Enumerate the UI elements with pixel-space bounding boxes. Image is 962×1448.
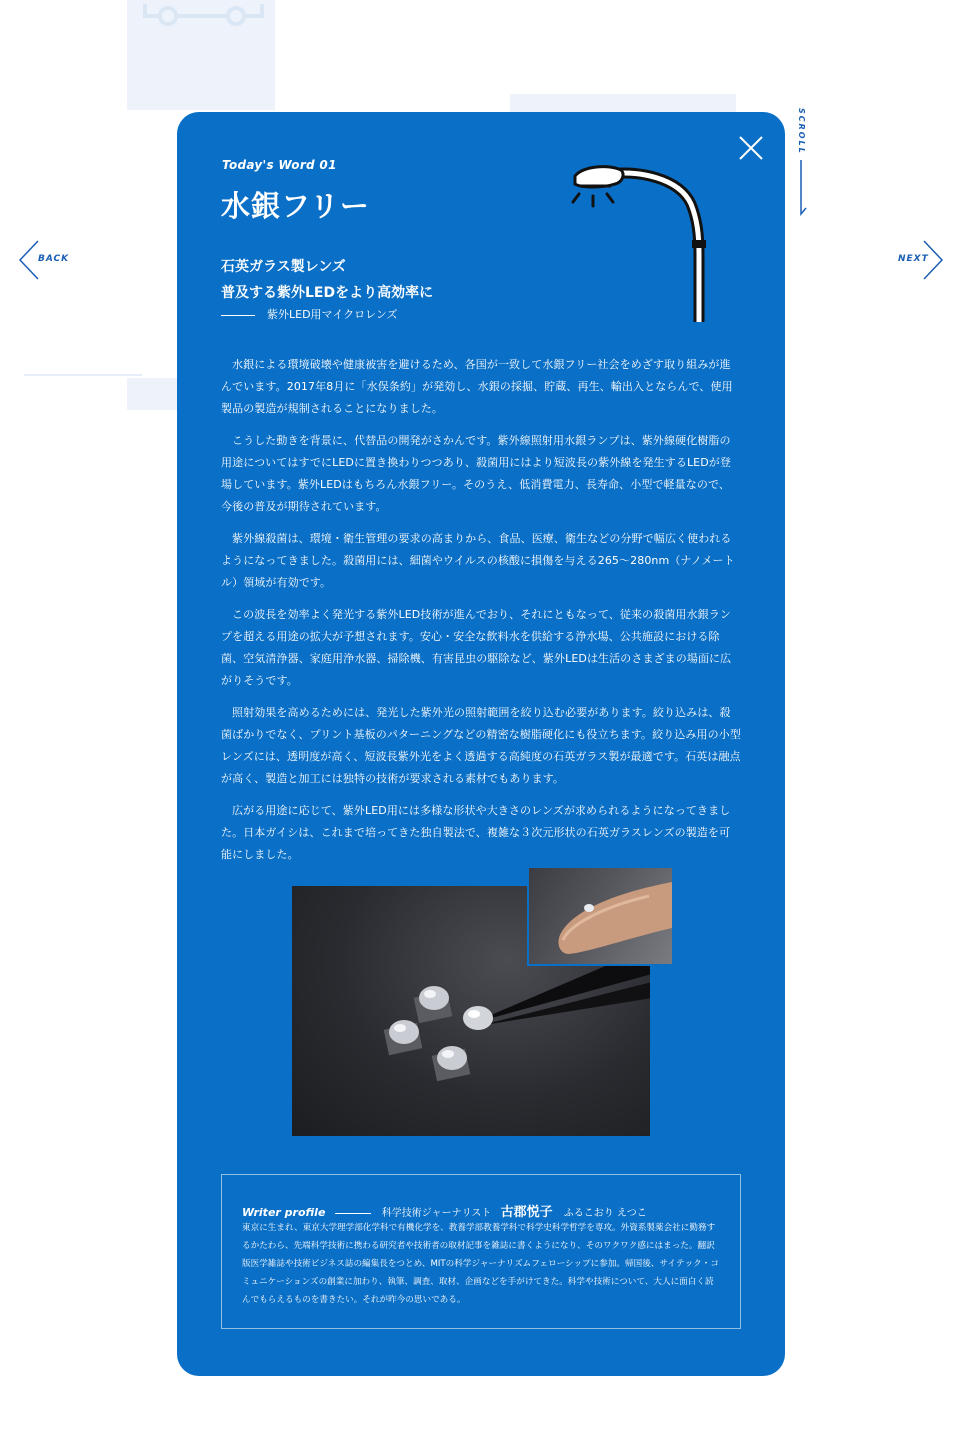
writer-role: 科学技術ジャーナリスト (381, 1208, 492, 1219)
paragraph: こうした動きを背景に、代替品の開発がさかんです。紫外線照射用水銀ランプは、紫外線硬化樹脂の用途についてはすでにLEDに置き換わりつつあり、殺菌用にはより短波長の紫外線を発生するLEDが登場しています。紫外LEDはもちろん水銀フリー。そのうえ、低消費電力、長寿命、小型で軽量なので、今後の普及が期待されています。 (221, 434, 732, 513)
next-chevron-icon (922, 240, 944, 280)
scroll-arrow-icon (794, 160, 808, 216)
back-chevron-icon (18, 240, 40, 280)
next-button[interactable] (896, 240, 944, 280)
back-label: BACK (38, 254, 70, 264)
fingertip-photo (527, 866, 674, 966)
background-bar (510, 94, 736, 112)
next-label: NEXT (898, 254, 929, 264)
page-title: 水銀フリー (221, 189, 370, 223)
writer-divider (335, 1213, 371, 1214)
writer-name: 古郡悦子 (500, 1205, 553, 1220)
background-tile (127, 378, 177, 410)
writer-heading (242, 1201, 647, 1220)
paragraph: 広がる用途に応じて、紫外LED用には多様な形状や大きさのレンズが求められるようになってきました。日本ガイシは、これまで培ってきた独自製法で、複雑な３次元形状の石英ガラスレンズの製造を可能にしました。 (221, 804, 731, 861)
street-lamp-icon (569, 164, 719, 324)
close-icon (737, 134, 765, 162)
subtitle-product: 石英ガラス製レンズ (221, 259, 346, 275)
close-button[interactable] (737, 134, 765, 162)
writer-reading: ふるこおり えつこ (563, 1208, 647, 1219)
writer-profile (221, 1174, 741, 1329)
writer-profile-label: Writer profile (242, 1206, 326, 1219)
paragraph: 紫外線殺菌は、環境・衛生管理の要求の高まりから、食品、医療、衛生などの分野で幅広く使われるようになってきました。殺菌用には、細菌やウイルスの核酸に損傷を与える265〜280nm（ナノメートル）領域が有効です。 (221, 532, 735, 589)
paragraph: 照射効果を高めるためには、発光した紫外光の照射範囲を絞り込む必要があります。絞り込みは、殺菌ばかりでなく、プリント基板のパターニングなどの精密な樹脂硬化にも役立ちます。絞り込み用の小型レンズには、透明度が高く、短波長紫外光をよく透過する高純度の石英ガラス製が最適です。石英は融点が高く、製造と加工には独特の技術が要求される素材でもあります。 (221, 706, 741, 785)
paragraph: この波長を効率よく発光する紫外LED技術が進んでおり、それにともなって、従来の殺菌用水銀ランプを超える用途の拡大が予想されます。安心・安全な飲料水を供給する浄水場、公共施設における除菌、空気清浄器、家庭用浄水器、掃除機、有害昆虫の駆除など、紫外LEDは生活のさまざまの場面に広がりそうです。 (221, 608, 732, 687)
paragraph: 水銀による環境破壊や健康被害を避けるため、各国が一致して水銀フリー社会をめざす取り組みが進んでいます。2017年8月に「水俣条約」が発効し、水銀の採掘、貯蔵、再生、輸出入とならんで、使用製品の製造が規制されることになりました。 (221, 358, 733, 415)
subtitle-caption-text: 紫外LED用マイクロレンズ (267, 308, 398, 321)
background-divider (24, 374, 142, 376)
subtitle-lead: 普及する紫外LEDをより高効率に (221, 285, 434, 301)
scroll-indicator[interactable] (794, 108, 814, 218)
subtitle-caption (221, 306, 398, 322)
article-body (221, 354, 741, 876)
word-modal (177, 112, 785, 1376)
word-label: Today's Word 01 (222, 158, 337, 172)
caption-dash (221, 315, 255, 316)
background-car-icon (140, 0, 270, 34)
scroll-label: SCROLL (797, 108, 806, 155)
writer-bio: 東京に生まれ、東京大学理学部化学科で有機化学を、教養学部教養学科で科学史科学哲学を専攻。外資系製薬会社に勤務するかたわら、先端科学技術に携わる研究者や技術者の取材記事を雑誌に書くようになり、そのワクワク感にはまった。翻訳版医学雑誌や技術ビジネス誌の編集長をつとめ、MITの科学ジャーナリズムフェローシップに参加。帰国後、サイテック・コミュニケーションズの創業に加わり、執筆、調査、取材、企画などを手がけてきた。科学や技術について、大人に面白く読んでもらえるものを書きたい。それが昨今の思いである。 (242, 1223, 719, 1305)
back-button[interactable] (18, 240, 78, 280)
